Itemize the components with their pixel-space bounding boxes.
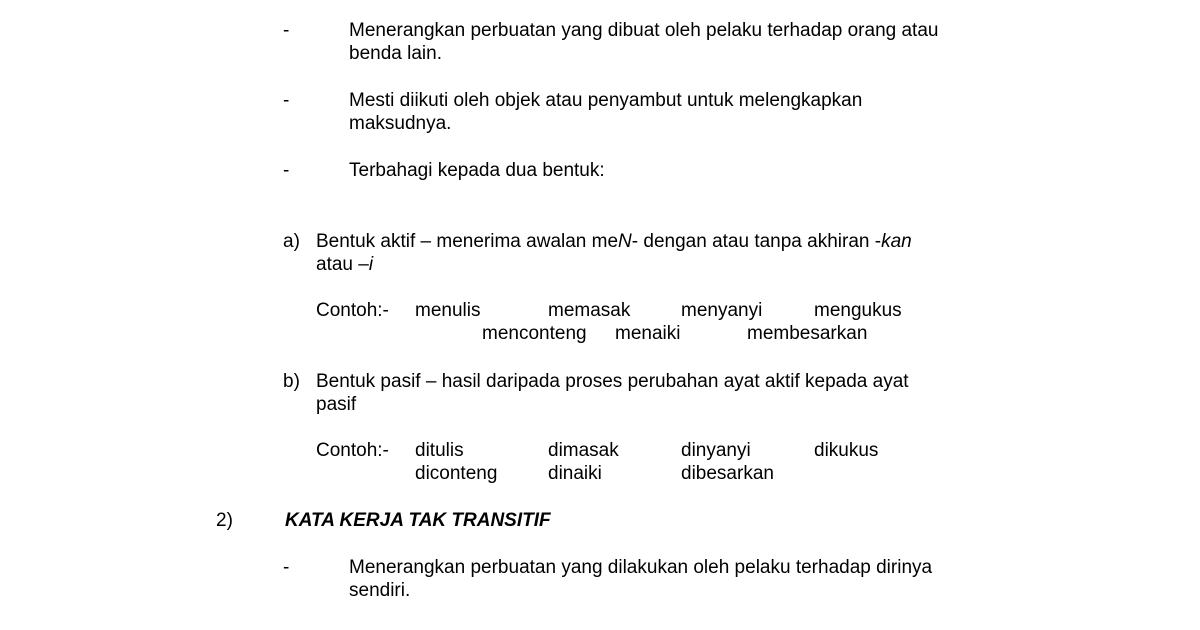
bullet-text-line: sendiri. (349, 580, 411, 601)
example-word: dimasak (548, 440, 619, 461)
example-word: dinyanyi (681, 440, 751, 461)
item-label: a) (283, 231, 300, 252)
example-word: menulis (415, 300, 481, 321)
section-title: KATA KERJA TAK TRANSITIF (285, 510, 551, 531)
bullet-text-line: maksudnya. (349, 113, 452, 134)
example-word: ditulis (415, 440, 464, 461)
bullet-dash: - (283, 160, 290, 181)
example-word: menconteng (482, 323, 587, 344)
example-word: dikukus (814, 440, 879, 461)
example-label: Contoh:- (316, 300, 389, 321)
example-word: menyanyi (681, 300, 763, 321)
italic-run: kan (881, 231, 912, 252)
bullet-dash: - (283, 557, 290, 578)
bullet-text-line: Terbahagi kepada dua bentuk: (349, 160, 605, 181)
bullet-text-line: Menerangkan perbuatan yang dilakukan oleh pelaku terhadap dirinya (349, 557, 933, 578)
example-word: memasak (548, 300, 631, 321)
bullet-dash: - (283, 20, 290, 41)
example-label: Contoh:- (316, 440, 389, 461)
example-word: membesarkan (747, 323, 868, 344)
example-word: dinaiki (548, 463, 602, 484)
item-text-line: Bentuk pasif – hasil daripada proses perubahan ayat aktif kepada ayat (316, 371, 909, 392)
item-label: b) (283, 371, 300, 392)
text-run: atau – (316, 254, 369, 275)
item-text-line: pasif (316, 394, 357, 415)
item-text-line (316, 253, 373, 276)
text-run: Bentuk aktif – menerima awalan me (316, 231, 619, 252)
bullet-dash: - (283, 90, 290, 111)
bullet-text-line: Mesti diikuti oleh objek atau penyambut untuk melengkapkan (349, 90, 863, 111)
example-word: mengukus (814, 300, 902, 321)
italic-run: i (368, 254, 374, 275)
item-text-line (316, 230, 912, 253)
text-run: - dengan atau tanpa akhiran - (631, 231, 882, 252)
bullet-text-line: Menerangkan perbuatan yang dibuat oleh pelaku terhadap orang atau (349, 20, 939, 41)
example-word: menaiki (615, 323, 681, 344)
example-word: dibesarkan (681, 463, 774, 484)
example-word: diconteng (415, 463, 498, 484)
bullet-text-line: benda lain. (349, 43, 442, 64)
italic-run: N (618, 231, 632, 252)
section-number: 2) (216, 510, 233, 531)
